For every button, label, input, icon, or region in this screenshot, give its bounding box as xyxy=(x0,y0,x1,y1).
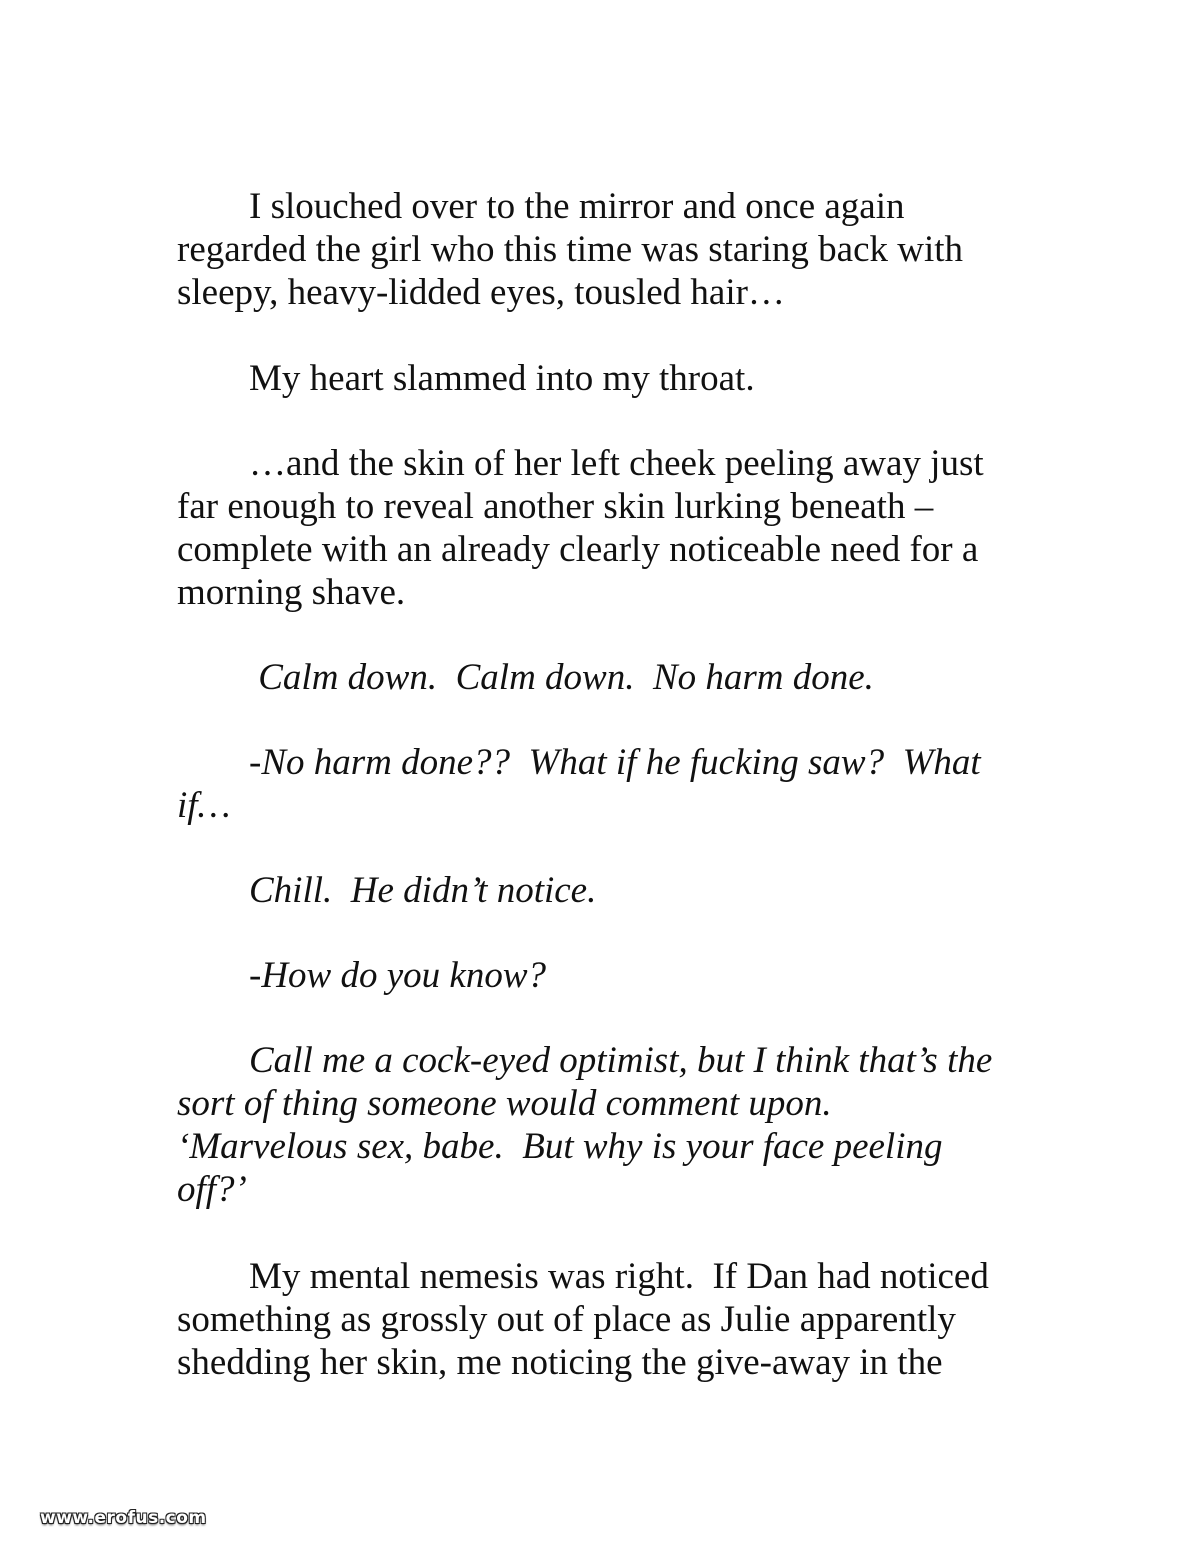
text-line: if… xyxy=(177,785,231,826)
text-line: ‘Marvelous sex, babe. But why is your face peeling xyxy=(177,1126,943,1167)
paragraph-cheek xyxy=(177,442,1007,614)
paragraph-heart xyxy=(177,357,1007,400)
paragraph-how-know xyxy=(177,954,1007,997)
text-line: sleepy, heavy-lidded eyes, tousled hair… xyxy=(177,272,785,313)
text-line: shedding her skin, me noticing the give-away in the xyxy=(177,1342,943,1383)
paragraph-calm-down xyxy=(177,656,1007,699)
text-line: morning shave. xyxy=(177,572,406,613)
paragraph-no-harm xyxy=(177,741,1007,827)
paragraph-optimist xyxy=(177,1039,1007,1211)
text-line: Chill. He didn’t notice. xyxy=(249,870,597,911)
text-line: sort of thing someone would comment upon. xyxy=(177,1083,832,1124)
text-line: Calm down. Calm down. No harm done. xyxy=(249,657,874,698)
text-line: -No harm done?? What if he fucking saw? What xyxy=(249,742,981,783)
text-line: regarded the girl who this time was staring back with xyxy=(177,229,964,270)
text-line: Call me a cock-eyed optimist, but I think that’s the xyxy=(249,1040,993,1081)
text-line: complete with an already clearly noticeable need for a xyxy=(177,529,979,570)
text-line: -How do you know? xyxy=(249,955,546,996)
text-line: something as grossly out of place as Julie apparently xyxy=(177,1299,956,1340)
text-line: My heart slammed into my throat. xyxy=(249,358,755,399)
paragraph-chill xyxy=(177,869,1007,912)
paragraph-nemesis xyxy=(177,1255,1007,1384)
text-line: off?’ xyxy=(177,1169,247,1210)
paragraph-mirror xyxy=(177,185,1007,314)
text-line: far enough to reveal another skin lurking beneath – xyxy=(177,486,934,527)
text-line: My mental nemesis was right. If Dan had noticed xyxy=(249,1256,989,1297)
site-watermark: www.erofus.com xyxy=(40,1508,207,1528)
text-line: I slouched over to the mirror and once again xyxy=(249,186,905,227)
text-line: …and the skin of her left cheek peeling away just xyxy=(249,443,984,484)
